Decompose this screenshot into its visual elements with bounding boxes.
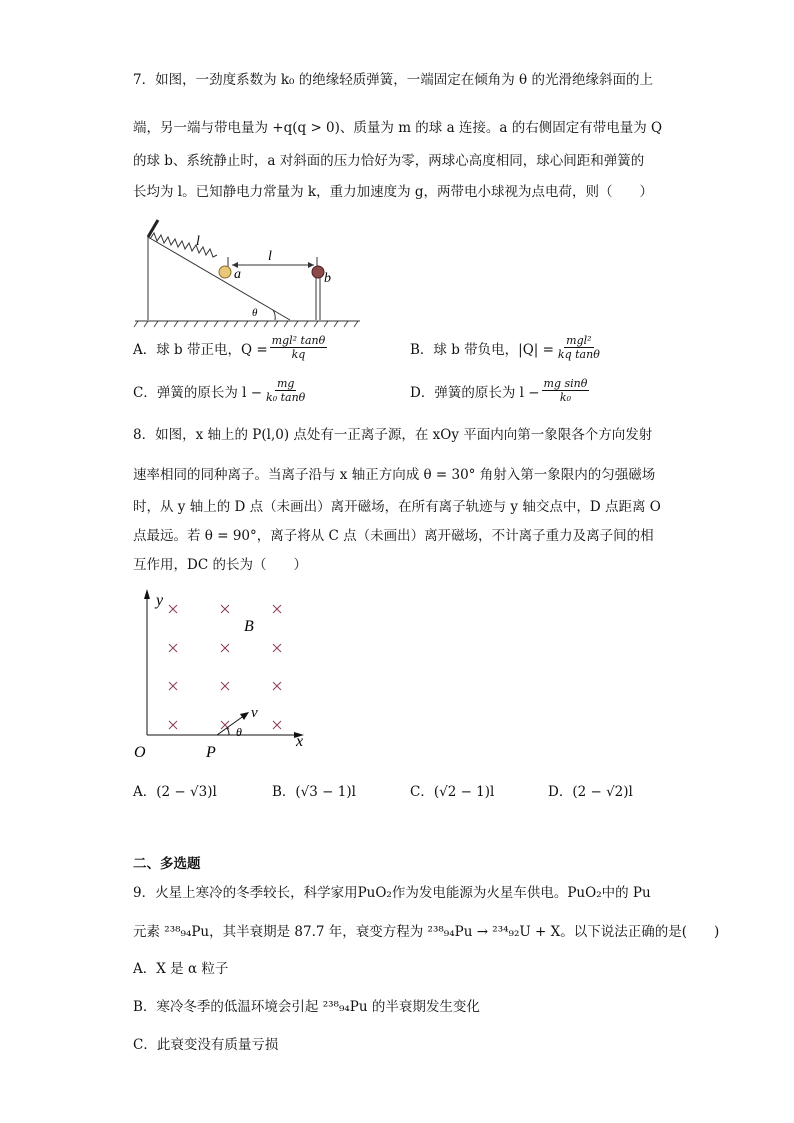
q8-line: 速率相同的同种离子。当离子沿与 x 轴正方向成 θ = 30° 角射入第一象限内的匀强磁场 — [133, 467, 656, 483]
q7-option-b[interactable] — [410, 334, 602, 361]
numerator: mgl² tanθ — [271, 334, 326, 347]
q7-line: 的球 b、系统静止时，a 对斜面的压力恰好为零，两球心高度相同，球心间距和弹簧的 — [133, 153, 645, 169]
distance-label: l — [268, 249, 272, 264]
field-b-label: B — [244, 618, 254, 635]
q7-line: 7．如图，一劲度系数为 k₀ 的绝缘轻质弹簧，一端固定在倾角为 θ 的光滑绝缘斜面的上 — [133, 72, 653, 88]
velocity-label: v — [251, 705, 258, 721]
q8-line: 时，从 y 轴上的 D 点（未画出）离开磁场，在所有离子轨迹与 y 轴交点中，D 点距离 O — [133, 499, 661, 515]
q9-option-c[interactable]: C．此衰变没有质量亏损 — [133, 1037, 279, 1053]
ball-b — [312, 266, 324, 278]
field-crosses — [169, 605, 281, 729]
fraction — [556, 334, 602, 361]
q9-line: 元素 ²³⁸₉₄Pu，其半衰期是 87.7 年，衰变方程为 ²³⁸₉₄Pu → ²³⁴₉₂U + X。以下说法正确的是( ) — [133, 924, 720, 940]
angle-label: θ — [236, 725, 242, 739]
ball-a-label: a — [234, 267, 241, 282]
fraction — [542, 377, 590, 404]
q8-line: 8．如图，x 轴上的 P(l,0) 点处有一正离子源，在 xOy 平面内向第一象限各个方向发射 — [133, 427, 653, 443]
origin-label: O — [134, 744, 146, 760]
q7-option-d[interactable] — [410, 377, 589, 404]
q8-line: 互作用，DC 的长为（ ） — [133, 557, 307, 573]
q8-option-c[interactable]: C．(√2 − 1)l — [410, 784, 495, 800]
numerator: mgl² — [566, 334, 592, 347]
denominator: k₀ tanθ — [266, 391, 306, 404]
ball-a — [219, 266, 231, 278]
fraction — [270, 334, 328, 361]
q8-line: 点最远。若 θ = 90°，离子将从 C 点（未画出）离开磁场，不计离子重力及离子间的相 — [133, 528, 654, 544]
angle-label: θ — [252, 307, 258, 319]
magnetic-field-diagram — [128, 585, 318, 760]
option-text: B．球 b 带负电，|Q| = — [410, 341, 554, 358]
spring-length-label: l — [196, 234, 200, 249]
q7-option-c[interactable] — [133, 377, 307, 404]
q7-line: 长均为 l。已知静电力常量为 k，重力加速度为 g，两带电小球视为点电荷，则（ ） — [133, 184, 654, 200]
q8-option-d[interactable]: D．(2 − √2)l — [548, 784, 633, 800]
ball-b-label: b — [324, 271, 331, 286]
fraction — [264, 377, 307, 404]
numerator: mg sinθ — [543, 377, 588, 390]
q9-option-b[interactable]: B．寒冷冬季的低温环境会引起 ²³⁸₉₄Pu 的半衰期发生变化 — [133, 999, 480, 1015]
q8-option-a[interactable]: A．(2 − √3)l — [133, 784, 217, 800]
q7-option-a[interactable] — [133, 334, 327, 361]
numerator: mg — [276, 377, 295, 390]
option-text: C．弹簧的原长为 l − — [133, 384, 263, 401]
denominator: kq — [291, 348, 306, 361]
incline-diagram — [130, 215, 370, 330]
q8-option-b[interactable]: B．(√3 − 1)l — [272, 784, 356, 800]
option-text: A．球 b 带正电，Q = — [133, 341, 268, 358]
x-axis-label: x — [296, 733, 304, 750]
spring — [150, 233, 217, 257]
q9-option-a[interactable]: A．X 是 α 粒子 — [133, 961, 229, 977]
q9-line: 9．火星上寒冷的冬季较长，科学家用PuO₂作为发电能源为火星车供电。PuO₂中的 Pu — [133, 885, 651, 901]
y-axis-label: y — [156, 592, 164, 609]
denominator: k₀ — [559, 391, 571, 404]
point-p-label: P — [206, 744, 216, 760]
option-text: D．弹簧的原长为 l − — [410, 384, 540, 401]
q7-line: 端，另一端与带电量为 +q(q > 0)、质量为 m 的球 a 连接。a 的右侧固定有带电量为 Q — [133, 120, 663, 136]
denominator: kq tanθ — [557, 348, 600, 361]
section-heading: 二、多选题 — [133, 856, 201, 872]
